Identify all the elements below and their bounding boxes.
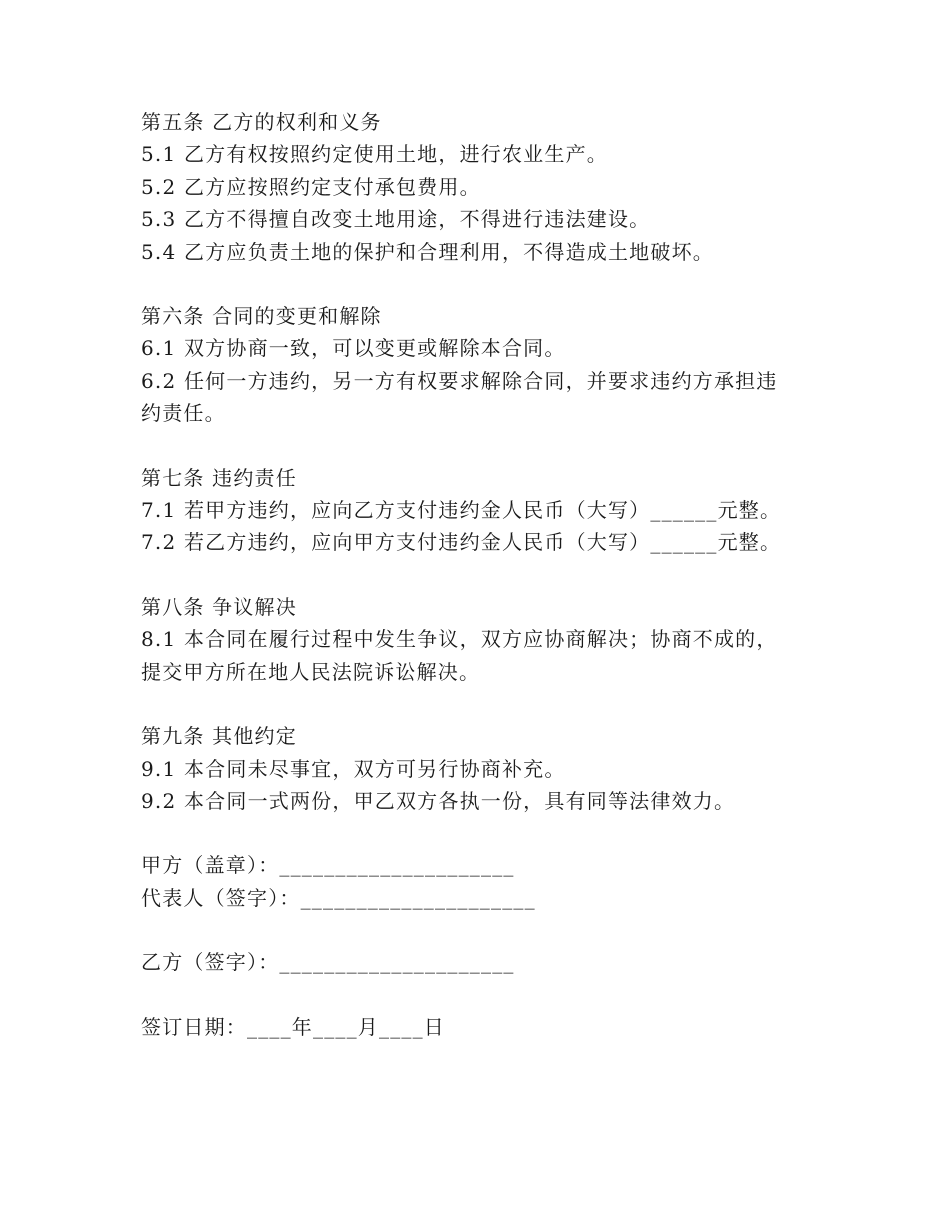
clause-line: 9.1 本合同未尽事宜，双方可另行协商补充。	[141, 756, 566, 781]
clause-line: 5.2 乙方应按照约定支付承包费用。	[141, 174, 481, 199]
party-b-signature-block	[141, 946, 821, 978]
party-a-signature-block	[141, 849, 821, 914]
clause-line: 5.1 乙方有权按照约定使用土地，进行农业生产。	[141, 142, 608, 167]
article-heading: 第六条 合同的变更和解除	[141, 304, 382, 329]
article-5	[141, 106, 821, 268]
article-heading: 第八条 争议解决	[141, 594, 297, 619]
article-heading: 第五条 乙方的权利和义务	[141, 110, 382, 134]
article-6	[141, 300, 821, 430]
clause-line: 9.2 本合同一式两份，甲乙双方各执一份，具有同等法律效力。	[141, 788, 736, 813]
clause-line: 7.2 若乙方违约，应向甲方支付违约金人民币（大写）______元整。	[141, 530, 782, 555]
contract-page	[141, 106, 821, 1043]
signing-date-line: 签订日期：____年____月____日	[141, 1014, 445, 1039]
representative-signature-line: 代表人（签字）：_____________________	[141, 885, 536, 910]
clause-line: 5.3 乙方不得擅自改变土地用途，不得进行违法建设。	[141, 207, 651, 232]
clause-line: 7.1 若甲方违约，应向乙方支付违约金人民币（大写）______元整。	[141, 498, 782, 523]
article-7	[141, 462, 821, 559]
article-9	[141, 720, 821, 817]
clause-line: 6.2 任何一方违约，另一方有权要求解除合同，并要求违约方承担违	[141, 368, 778, 393]
signing-date-block	[141, 1011, 821, 1043]
clause-line: 约责任。	[141, 401, 226, 426]
article-heading: 第七条 违约责任	[141, 465, 297, 490]
clause-line: 8.1 本合同在履行过程中发生争议，双方应协商解决；协商不成的，	[141, 627, 778, 652]
party-b-signature-line: 乙方（签字）：_____________________	[141, 950, 515, 975]
article-8	[141, 591, 821, 688]
clause-line: 5.4 乙方应负责土地的保护和合理利用，不得造成土地破坏。	[141, 239, 714, 264]
clause-line: 6.1 双方协商一致，可以变更或解除本合同。	[141, 336, 566, 361]
clause-line: 提交甲方所在地人民法院诉讼解决。	[141, 659, 481, 684]
article-heading: 第九条 其他约定	[141, 724, 297, 749]
party-a-seal-line: 甲方（盖章）：_____________________	[141, 853, 515, 878]
